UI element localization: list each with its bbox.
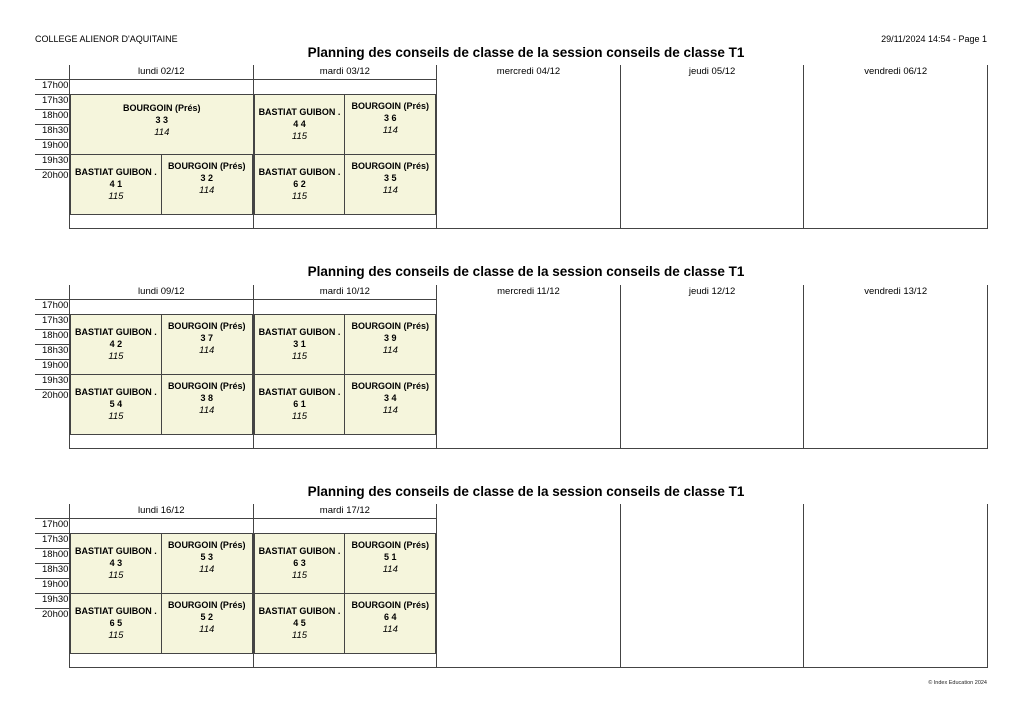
council-block[interactable]: [161, 593, 253, 654]
day-column: [804, 504, 988, 667]
time-column: [32, 504, 70, 668]
time-tick: [35, 169, 70, 170]
time-tick: [35, 389, 70, 390]
council-class: 4 1: [109, 179, 123, 189]
day-column: [70, 285, 254, 448]
print-info: 29/11/2024 14:54 - Page 1: [881, 34, 987, 44]
day-column: [437, 65, 621, 228]
time-label: 18h00: [42, 329, 69, 341]
row-divider: [254, 299, 437, 300]
day-header: jeudi 12/12: [688, 286, 736, 297]
council-block[interactable]: [70, 374, 162, 435]
day-column: [621, 504, 805, 667]
council-room: 114: [382, 405, 398, 416]
council-block[interactable]: [344, 374, 436, 435]
time-label: 20h00: [42, 389, 69, 401]
time-tick: [35, 563, 70, 564]
council-president: BOURGOIN (Prés): [351, 101, 430, 111]
council-block[interactable]: [161, 154, 253, 215]
council-block[interactable]: [254, 154, 346, 215]
day-header: vendredi 06/12: [864, 66, 928, 77]
time-label: 19h30: [42, 593, 69, 605]
time-tick: [35, 344, 70, 345]
day-header: [804, 504, 987, 518]
council-class: 3 6: [384, 113, 397, 123]
time-tick: [35, 329, 70, 330]
time-tick: [35, 109, 70, 110]
time-tick: [35, 608, 70, 609]
week-schedule: [32, 285, 988, 449]
time-column: [32, 65, 70, 229]
time-tick: [35, 548, 70, 549]
day-column: [254, 285, 438, 448]
council-class: 3 3: [155, 115, 169, 125]
council-room: 115: [108, 411, 124, 422]
time-label: 17h00: [42, 299, 69, 311]
time-label: 17h30: [42, 314, 69, 326]
council-room: 115: [291, 131, 308, 142]
time-label: 17h00: [42, 518, 69, 530]
time-tick: [35, 314, 70, 315]
council-president: BOURGOIN (Prés): [351, 600, 430, 610]
time-tick: [35, 79, 70, 80]
council-class: 3 9: [384, 333, 397, 343]
council-room: 115: [108, 351, 124, 362]
council-president: BASTIAT GUIBON .: [258, 167, 341, 177]
time-tick: [35, 154, 70, 155]
council-block[interactable]: [161, 314, 253, 375]
week-schedule: [32, 65, 988, 229]
schedule-grid: [69, 504, 988, 668]
council-block[interactable]: [70, 314, 162, 375]
council-class: 5 1: [384, 552, 397, 562]
council-block[interactable]: [254, 314, 346, 375]
time-tick: [35, 518, 70, 519]
time-label: 20h00: [42, 608, 69, 620]
council-class: 4 5: [293, 618, 306, 628]
week-schedule: [32, 504, 988, 668]
time-label: 19h00: [42, 139, 69, 151]
time-tick: [35, 299, 70, 300]
council-class: 3 7: [200, 333, 213, 343]
council-room: 115: [291, 630, 308, 641]
day-header: mercredi 11/12: [497, 286, 560, 297]
council-block[interactable]: [344, 593, 436, 654]
day-header: mardi 03/12: [319, 66, 370, 77]
council-room: 114: [199, 624, 215, 635]
time-label: 18h00: [42, 548, 69, 560]
day-header: [621, 504, 804, 518]
council-president: BOURGOIN (Prés): [167, 540, 246, 550]
time-label: 19h00: [42, 578, 69, 590]
council-room: 114: [199, 185, 215, 196]
day-column: [254, 65, 438, 228]
day-column: [437, 504, 621, 667]
council-block[interactable]: [70, 533, 162, 594]
council-president: BOURGOIN (Prés): [351, 540, 430, 550]
council-room: 114: [382, 564, 398, 575]
council-class: 4 4: [293, 119, 306, 129]
council-class: 4 2: [109, 339, 123, 349]
schedule-grid: [69, 285, 988, 449]
time-tick: [35, 578, 70, 579]
row-divider: [254, 79, 437, 80]
council-president: BOURGOIN (Prés): [167, 600, 246, 610]
day-column: [804, 285, 988, 448]
time-tick: [35, 533, 70, 534]
time-tick: [35, 374, 70, 375]
council-class: 5 3: [200, 552, 213, 562]
row-divider: [70, 79, 253, 80]
council-room: 115: [291, 411, 308, 422]
council-president: BOURGOIN (Prés): [351, 321, 430, 331]
council-president: BOURGOIN (Prés): [123, 103, 201, 113]
schedule-title: Planning des conseils de classe de la session conseils de classe T1: [307, 45, 745, 60]
row-divider: [70, 518, 253, 519]
council-class: 6 3: [293, 558, 306, 568]
council-class: 6 2: [293, 179, 306, 189]
council-class: 6 4: [384, 612, 397, 622]
council-block[interactable]: [254, 94, 346, 155]
council-class: 3 8: [200, 393, 213, 403]
council-block[interactable]: [254, 374, 346, 435]
council-block[interactable]: [70, 154, 162, 215]
council-block[interactable]: [254, 593, 346, 654]
day-column: [254, 504, 438, 667]
council-president: BASTIAT GUIBON .: [258, 327, 341, 337]
day-column: [437, 285, 621, 448]
council-president: BASTIAT GUIBON .: [74, 546, 157, 556]
council-room: 114: [382, 624, 398, 635]
day-column: [621, 285, 805, 448]
schedule-title: Planning des conseils de classe de la session conseils de classe T1: [307, 484, 745, 499]
council-class: 6 5: [109, 618, 123, 628]
time-tick: [35, 124, 70, 125]
council-president: BOURGOIN (Prés): [351, 381, 430, 391]
time-tick: [35, 139, 70, 140]
council-president: BASTIAT GUIBON .: [74, 387, 157, 397]
council-president: BASTIAT GUIBON .: [258, 546, 341, 556]
council-block[interactable]: [344, 94, 436, 155]
day-header: lundi 02/12: [138, 66, 185, 77]
council-room: 114: [154, 127, 170, 138]
schedule-grid: [69, 65, 988, 229]
council-president: BASTIAT GUIBON .: [258, 606, 341, 616]
time-column: [32, 285, 70, 449]
day-header: lundi 09/12: [138, 286, 185, 297]
schedule-title: Planning des conseils de classe de la session conseils de classe T1: [307, 264, 745, 279]
council-president: BASTIAT GUIBON .: [74, 606, 157, 616]
day-column: [621, 65, 805, 228]
council-block[interactable]: [344, 533, 436, 594]
time-label: 17h30: [42, 533, 69, 545]
council-room: 114: [382, 185, 398, 196]
council-class: 6 1: [293, 399, 306, 409]
council-president: BASTIAT GUIBON .: [74, 167, 157, 177]
time-label: 18h30: [42, 563, 69, 575]
day-header: mardi 10/12: [319, 286, 370, 297]
day-header: jeudi 05/12: [688, 66, 736, 77]
council-room: 115: [108, 630, 124, 641]
copyright: © Index Education 2024: [928, 680, 987, 686]
day-header: mardi 17/12: [319, 505, 370, 516]
council-class: 3 4: [384, 393, 397, 403]
council-class: 3 1: [293, 339, 306, 349]
council-room: 115: [291, 191, 308, 202]
council-class: 4 3: [109, 558, 123, 568]
council-president: BASTIAT GUIBON .: [258, 107, 341, 117]
day-header: mercredi 04/12: [496, 66, 561, 77]
day-column: [70, 504, 254, 667]
row-divider: [70, 299, 253, 300]
council-president: BOURGOIN (Prés): [167, 381, 246, 391]
time-label: 19h30: [42, 374, 69, 386]
time-label: 17h00: [42, 79, 69, 91]
time-label: 20h00: [42, 169, 69, 181]
day-header: vendredi 13/12: [864, 286, 928, 297]
time-label: 19h00: [42, 359, 69, 371]
council-president: BASTIAT GUIBON .: [74, 327, 157, 337]
day-header: lundi 16/12: [138, 505, 185, 516]
time-label: 18h30: [42, 344, 69, 356]
council-president: BASTIAT GUIBON .: [258, 387, 341, 397]
council-block[interactable]: [70, 94, 254, 155]
council-room: 115: [108, 570, 124, 581]
council-class: 5 2: [200, 612, 213, 622]
council-president: BOURGOIN (Prés): [167, 321, 246, 331]
school-name: COLLEGE ALIENOR D'AQUITAINE: [35, 34, 178, 44]
council-room: 114: [199, 405, 215, 416]
council-block[interactable]: [344, 314, 436, 375]
council-block[interactable]: [254, 533, 346, 594]
time-tick: [35, 359, 70, 360]
time-tick: [35, 94, 70, 95]
council-block[interactable]: [70, 593, 162, 654]
day-column: [70, 65, 254, 228]
council-class: 5 4: [109, 399, 123, 409]
time-label: 17h30: [42, 94, 69, 106]
time-label: 18h30: [42, 124, 69, 136]
time-tick: [35, 593, 70, 594]
council-block[interactable]: [161, 533, 253, 594]
time-label: 18h00: [42, 109, 69, 121]
row-divider: [254, 518, 437, 519]
council-room: 115: [108, 191, 124, 202]
council-room: 114: [199, 564, 215, 575]
council-president: BOURGOIN (Prés): [351, 161, 430, 171]
day-header: [437, 504, 620, 518]
council-room: 114: [199, 345, 215, 356]
council-block[interactable]: [344, 154, 436, 215]
council-president: BOURGOIN (Prés): [167, 161, 246, 171]
council-class: 3 2: [200, 173, 213, 183]
council-room: 114: [382, 125, 398, 136]
time-label: 19h30: [42, 154, 69, 166]
council-block[interactable]: [161, 374, 253, 435]
council-room: 115: [291, 351, 308, 362]
council-room: 115: [291, 570, 308, 581]
council-room: 114: [382, 345, 398, 356]
council-class: 3 5: [384, 173, 397, 183]
day-column: [804, 65, 988, 228]
